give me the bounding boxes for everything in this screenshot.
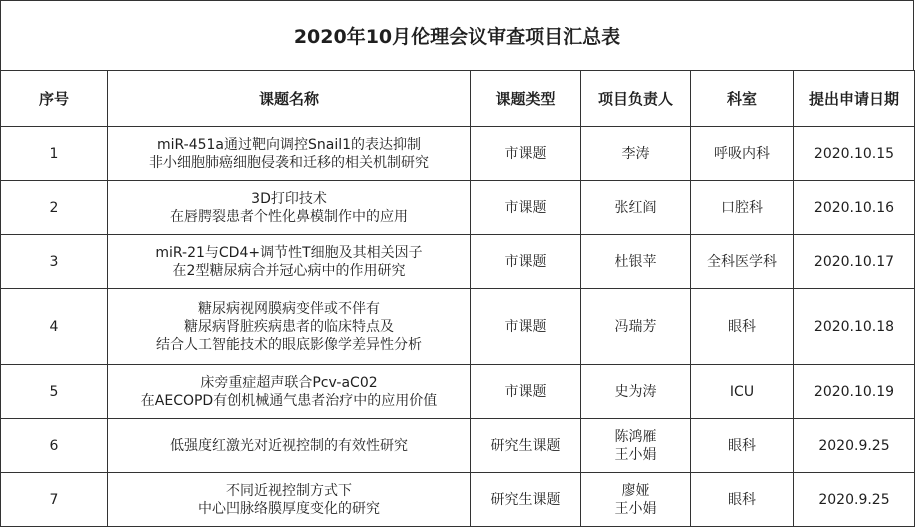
cell-date: 2020.9.25 [794, 473, 915, 527]
cell-name-line: 床旁重症超声联合Pcv-aC02 [200, 374, 378, 391]
cell-name-line: 中心凹脉络膜厚度变化的研究 [198, 500, 380, 517]
cell-type: 市课题 [471, 181, 581, 235]
cell-name [108, 181, 471, 235]
cell-leader-line: 冯瑞芳 [614, 318, 657, 335]
cell-no: 2 [1, 181, 108, 235]
cell-date: 2020.10.16 [794, 181, 915, 235]
cell-name [108, 289, 471, 365]
cell-name-line: 不同近视控制方式下 [226, 482, 352, 499]
cell-leader [581, 365, 691, 419]
cell-name-line: 3D打印技术 [251, 190, 327, 207]
cell-leader [581, 289, 691, 365]
cell-dept: 眼科 [691, 473, 794, 527]
cell-date: 2020.10.18 [794, 289, 915, 365]
cell-name-line: 在唇腭裂患者个性化鼻模制作中的应用 [170, 208, 408, 225]
cell-type: 研究生课题 [471, 419, 581, 473]
cell-name [108, 473, 471, 527]
cell-leader-line: 李涛 [621, 145, 650, 162]
table-row [1, 473, 915, 527]
cell-type: 市课题 [471, 289, 581, 365]
table-row [1, 365, 915, 419]
cell-name [108, 235, 471, 289]
cell-date: 2020.10.19 [794, 365, 915, 419]
cell-dept: 口腔科 [691, 181, 794, 235]
cell-leader-line: 史为涛 [614, 383, 657, 400]
cell-leader [581, 419, 691, 473]
cell-leader-line: 陈鸿雁 [614, 428, 657, 445]
cell-type: 市课题 [471, 235, 581, 289]
header-date: 提出申请日期 [794, 71, 915, 127]
header-type: 课题类型 [471, 71, 581, 127]
cell-no: 1 [1, 127, 108, 181]
cell-name-line: 非小细胞肺癌细胞侵袭和迁移的相关机制研究 [149, 154, 429, 171]
cell-name-line: 结合人工智能技术的眼底影像学差异性分析 [156, 336, 422, 353]
header-dept: 科室 [691, 71, 794, 127]
cell-name [108, 419, 471, 473]
cell-name-line: 糖尿病视网膜病变伴或不伴有 [198, 300, 380, 317]
cell-leader-line: 王小娟 [614, 446, 657, 463]
cell-date: 2020.9.25 [794, 419, 915, 473]
cell-no: 6 [1, 419, 108, 473]
cell-name-line: 在AECOPD有创机械通气患者治疗中的应用价值 [140, 392, 438, 409]
header-name: 课题名称 [108, 71, 471, 127]
cell-name-line: miR-451a通过靶向调控Snail1的表达抑制 [156, 136, 422, 153]
table-row [1, 127, 915, 181]
header-leader: 项目负责人 [581, 71, 691, 127]
cell-no: 4 [1, 289, 108, 365]
cell-name-line: miR-21与CD4+调节性T细胞及其相关因子 [155, 244, 423, 261]
cell-type: 市课题 [471, 127, 581, 181]
cell-dept: ICU [691, 365, 794, 419]
cell-name-line: 低强度红激光对近视控制的有效性研究 [170, 437, 408, 454]
cell-type: 研究生课题 [471, 473, 581, 527]
table-title: 2020年10月伦理会议审查项目汇总表 [0, 0, 914, 70]
cell-dept: 眼科 [691, 289, 794, 365]
cell-name [108, 127, 471, 181]
header-row [1, 71, 915, 127]
cell-no: 7 [1, 473, 108, 527]
cell-leader-line: 廖娅 [621, 482, 650, 499]
table-row [1, 289, 915, 365]
cell-leader-line: 王小娟 [614, 500, 657, 517]
cell-leader [581, 127, 691, 181]
cell-leader [581, 181, 691, 235]
cell-date: 2020.10.17 [794, 235, 915, 289]
cell-no: 5 [1, 365, 108, 419]
table-row [1, 181, 915, 235]
cell-leader-line: 张红阎 [614, 199, 657, 216]
cell-name [108, 365, 471, 419]
cell-dept: 全科医学科 [691, 235, 794, 289]
header-no: 序号 [1, 71, 108, 127]
review-table [0, 70, 915, 527]
cell-leader-line: 杜银苹 [614, 253, 657, 270]
cell-dept: 眼科 [691, 419, 794, 473]
cell-dept: 呼吸内科 [691, 127, 794, 181]
table-row [1, 419, 915, 473]
cell-leader [581, 473, 691, 527]
cell-no: 3 [1, 235, 108, 289]
table-row [1, 235, 915, 289]
cell-date: 2020.10.15 [794, 127, 915, 181]
cell-type: 市课题 [471, 365, 581, 419]
cell-name-line: 糖尿病肾脏疾病患者的临床特点及 [184, 318, 394, 335]
cell-name-line: 在2型糖尿病合并冠心病中的作用研究 [172, 262, 406, 279]
cell-leader [581, 235, 691, 289]
